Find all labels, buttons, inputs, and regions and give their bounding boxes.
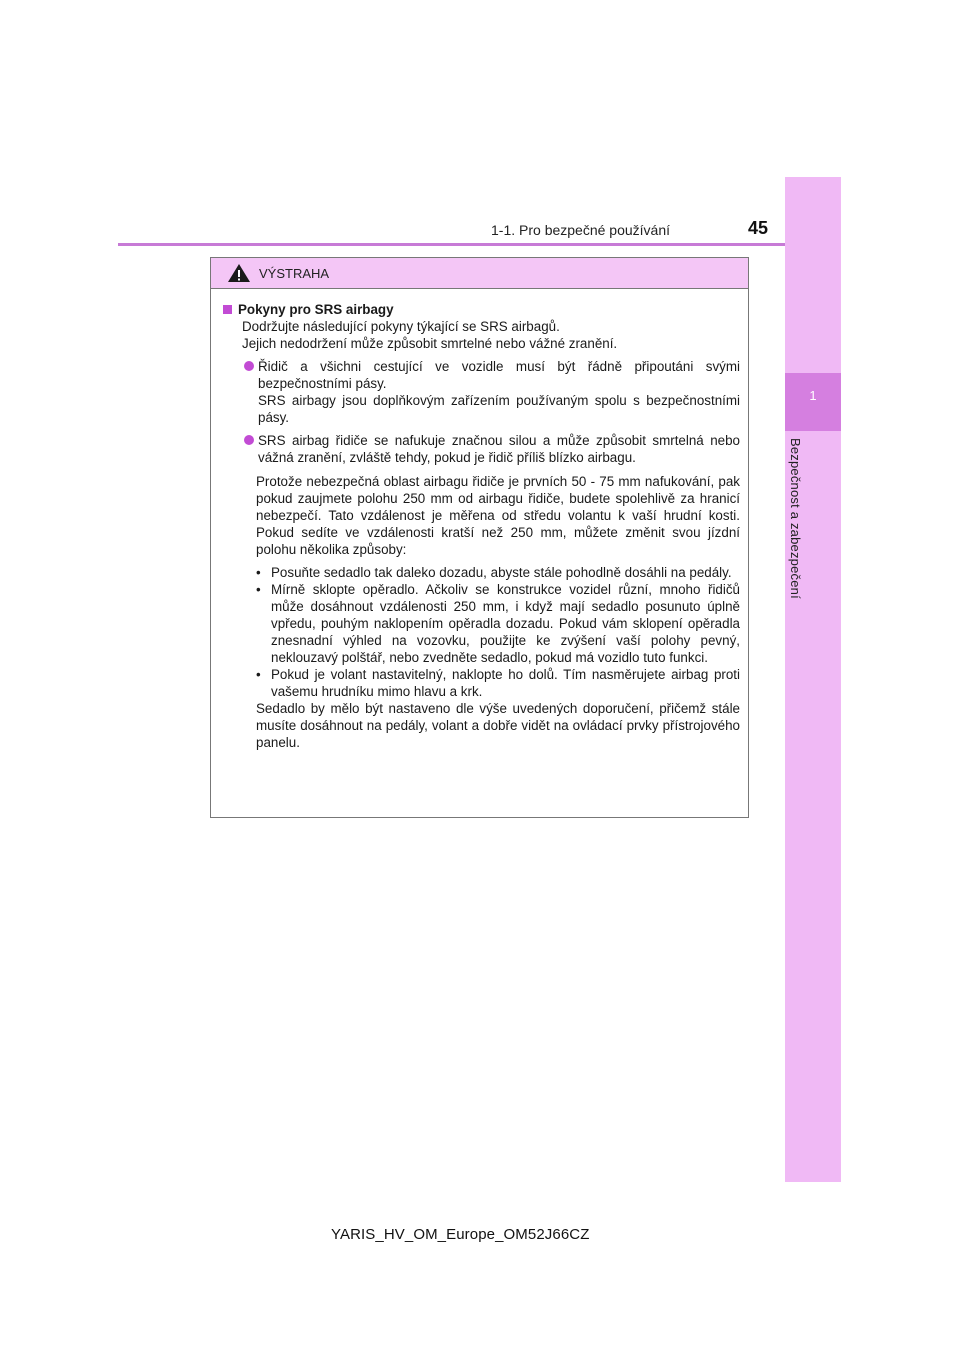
document-code: YARIS_HV_OM_Europe_OM52J66CZ xyxy=(331,1226,590,1243)
square-bullet-icon xyxy=(223,305,232,314)
list-item xyxy=(256,564,740,581)
header-rule xyxy=(118,243,840,246)
bullet-subtext: SRS airbagy jsou doplňkovým zařízením používaným spolu s bezpečnostními pásy. xyxy=(258,393,740,425)
adjustment-list xyxy=(256,564,740,700)
list-item xyxy=(256,581,740,666)
list-item-text: Mírně sklopte opěradlo. Ačkoliv se konstrukce vozidel různí, mnoho řidičů může dosáhnout vzdálenosti 250 mm, i když mají sedadlo posunuto úplně vpředu, pouhým naklopením opěradla dozadu. Pokud vám sklopení opěradla znesnadní výhled na vozovku, použijte ke zvýšení vaší polohy pevný, neklouzavý polštář, nebo zvedněte sedadlo, pokud má vozidlo tuto funkci. xyxy=(271,582,740,665)
bullet-item xyxy=(242,358,740,426)
warning-triangle-icon xyxy=(227,263,251,283)
warning-heading xyxy=(223,301,740,318)
bullet-item xyxy=(242,432,740,466)
distance-paragraph: Protože nebezpečná oblast airbagu řidiče je prvních 50 - 75 mm nafukování, pak pokud zaujmete polohu 250 mm od airbagu řidiče, budete spolehlivě za hranicí nebezpečí. Tato vzdálenost je měřena od středu volantu k vaší hrudní kosti. Pokud sedíte ve vzdálenosti kratší než 250 mm, můžete změnit svou jízdní polohu několika způsoby: xyxy=(256,474,740,557)
list-item-text: Pokud je volant nastavitelný, naklopte ho dolů. Tím nasměrujete airbag proti vašemu hrudníku mimo hlavu a krk. xyxy=(271,667,740,699)
closing-paragraph: Sedadlo by mělo být nastaveno dle výše uvedených doporučení, přičemž stále musíte dosáhnout na pedály, volant a dobře vidět na ovládací prvky přístrojového panelu. xyxy=(256,701,740,750)
warning-intro xyxy=(223,318,740,352)
warning-heading-text: Pokyny pro SRS airbagy xyxy=(238,302,394,317)
circle-bullet-icon xyxy=(244,435,254,445)
intro-line: Jejich nedodržení může způsobit smrtelné nebo vážné zranění. xyxy=(242,336,618,351)
warning-body xyxy=(211,289,748,751)
chapter-number: 1 xyxy=(809,388,817,403)
bullet-text: SRS airbag řidiče se nafukuje značnou silou a může způsobit smrtelná nebo vážná zranění, zvláště tehdy, pokud je řidič příliš blízko airbagu. xyxy=(258,433,740,465)
circle-bullet-icon xyxy=(244,361,254,371)
list-item xyxy=(256,666,740,700)
warning-header xyxy=(211,258,748,289)
bullet-text: Řidič a všichni cestující ve vozidle musí být řádně připoutáni svými bezpečnostními pásy. xyxy=(258,359,740,391)
chapter-name: Bezpečnost a zabezpečení xyxy=(788,438,803,599)
warning-box xyxy=(210,257,749,818)
chapter-side-tab[interactable] xyxy=(785,177,841,1182)
warning-title: VÝSTRAHA xyxy=(259,265,330,281)
bullet-mark: • xyxy=(256,667,261,682)
page-number: 45 xyxy=(748,218,769,238)
list-item-text: Posuňte sedadlo tak daleko dozadu, abyste stále pohodlně dosáhli na pedály. xyxy=(271,565,732,580)
intro-line: Dodržujte následující pokyny týkající se SRS airbagů. xyxy=(242,319,560,334)
bullet-mark: • xyxy=(256,582,261,597)
bullet-mark: • xyxy=(256,565,261,580)
section-title: 1-1. Pro bezpečné používání xyxy=(491,222,671,238)
